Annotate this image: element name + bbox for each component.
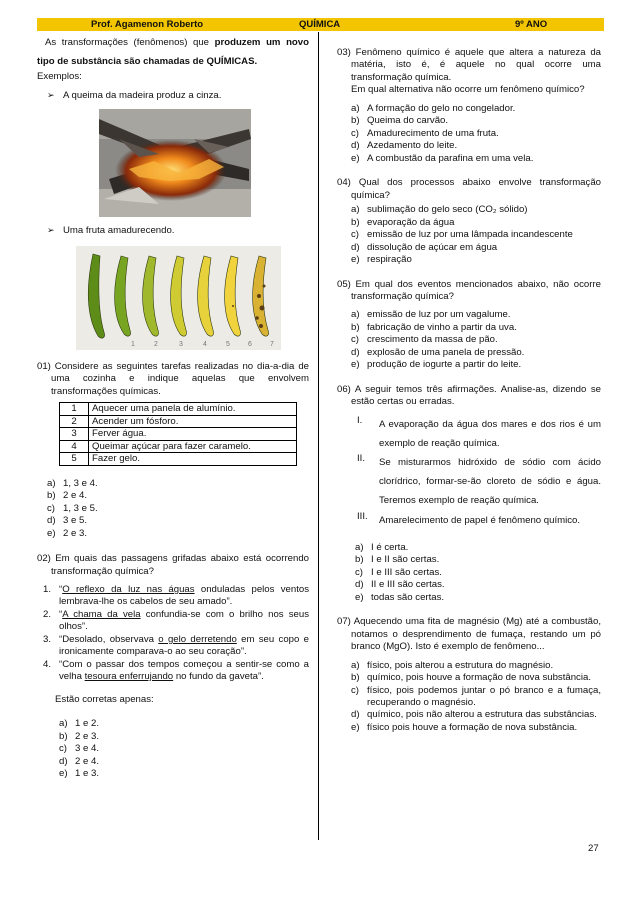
answer-option: [351, 672, 601, 684]
passage-pre: “: [59, 583, 63, 595]
affirmation-text: A evaporação da água dos mares e dos rios é um exemplo de reação química.: [379, 418, 601, 449]
banana-number: 5: [226, 340, 230, 348]
option-letter: a): [47, 477, 56, 489]
question-03-prompt: Em qual alternativa não ocorre um fenômeno químico?: [351, 84, 585, 96]
answer-option: [351, 309, 601, 321]
option-text: 2 e 4.: [75, 755, 100, 767]
answer-option: [351, 115, 601, 127]
option-text: I e II são certas.: [371, 554, 440, 566]
passage-text: [59, 609, 309, 634]
table-row: [60, 453, 297, 466]
option-text: explosão de uma panela de pressão.: [367, 346, 525, 358]
question-02-passages: [43, 584, 309, 684]
option-text: sublimação do gelo seco (CO₂ sólido): [367, 204, 528, 216]
option-text: Queima do carvão.: [367, 115, 449, 127]
option-letter: a): [351, 102, 360, 114]
bullet-item: [47, 90, 309, 102]
question-04-text: 04) Qual dos processos abaixo envolve transformação química?: [337, 177, 601, 201]
arrow-bullet-icon: ➢: [47, 89, 55, 100]
question-06-text: 06) A seguir temos três afirmações. Analise-as, dizendo se estão certas ou erradas.: [337, 383, 601, 408]
option-text: 3 e 4.: [75, 743, 100, 755]
option-letter: c): [351, 334, 359, 346]
answer-option: [59, 756, 309, 768]
passage-text: [59, 634, 309, 659]
question-01-options: [47, 478, 309, 540]
page-header: [37, 18, 604, 31]
option-text: emissão de luz por uma lâmpada incandescente: [367, 229, 573, 241]
task-text: Fazer gelo.: [89, 453, 297, 466]
passage-number: 1.: [43, 583, 52, 595]
task-text: Acender um fósforo.: [89, 415, 297, 428]
task-text: Queimar açúcar para fazer caramelo.: [89, 440, 297, 453]
passage-number: 2.: [43, 608, 52, 620]
option-text: 2 e 4.: [63, 490, 88, 502]
option-text: 2 e 3.: [63, 527, 88, 539]
option-letter: c): [355, 566, 363, 578]
answer-option: [351, 153, 601, 165]
question-03-text: 03) Fenômeno químico é aquele que altera a natureza da matéria, isto é, é aquele no qual ocorre uma transformação química.: [337, 47, 601, 83]
banana-number: 3: [179, 340, 183, 348]
answer-option: [59, 768, 309, 780]
affirmation-item: [357, 511, 601, 530]
answer-option: [351, 128, 601, 140]
option-letter: b): [351, 672, 360, 684]
option-text: II e III são certas.: [371, 579, 445, 591]
option-letter: b): [351, 321, 360, 333]
option-text: respiração: [367, 254, 412, 266]
option-letter: b): [355, 554, 364, 566]
task-number: 4: [60, 440, 89, 453]
option-text: I e III são certas.: [371, 566, 442, 578]
option-letter: b): [351, 115, 360, 127]
answer-option: [351, 660, 601, 672]
question-04-options: [351, 204, 601, 266]
affirmation-text: Se misturarmos hidróxido de sódio com ácido clorídrico, formar-se-ão cloreto de sódio e água. Teremos exemplo de reação química.: [379, 457, 601, 507]
option-text: 1 e 3.: [75, 768, 100, 780]
task-text: Ferver água.: [89, 428, 297, 441]
passage-number: 4.: [43, 658, 52, 670]
banana-number: 7: [270, 340, 274, 348]
passage-text: [59, 584, 309, 609]
answer-option: [355, 592, 601, 604]
task-number: 5: [60, 453, 89, 466]
passage-post: onduladas pelos ventos lembrava-lhe os cabelos de seu amado”.: [59, 583, 309, 608]
answer-option: [355, 554, 601, 566]
option-text: I é certa.: [371, 541, 409, 553]
option-text: dissolução de açúcar em água: [367, 241, 498, 253]
option-letter: a): [351, 204, 360, 216]
answer-option: [351, 229, 601, 241]
banana-number: 6: [248, 340, 252, 348]
option-letter: d): [59, 755, 68, 767]
question-02-text: 02) Em quais das passagens grifadas abaixo está ocorrendo transformação química?: [37, 553, 309, 577]
option-text: 3 e 5.: [63, 515, 88, 527]
banana-number: 4: [203, 340, 207, 348]
option-letter: e): [351, 254, 360, 266]
header-grade: 9º ANO: [515, 19, 548, 30]
table-row: [60, 403, 297, 416]
passage-number: 3.: [43, 633, 52, 645]
option-letter: e): [351, 152, 360, 164]
intro-bold-text: produzem um novo tipo de substância são chamadas de QUÍMICAS: [37, 37, 309, 68]
option-text: Amadurecimento de uma fruta.: [367, 127, 499, 139]
option-text: 1, 3 e 5.: [63, 502, 98, 514]
banana-number: 1: [131, 340, 135, 348]
question-06-options: [355, 542, 601, 604]
option-letter: a): [355, 541, 364, 553]
question-05-options: [351, 309, 601, 371]
answer-option: [351, 103, 601, 115]
passage-post: confundia-se com o brilho nos seus olhos”.: [59, 608, 309, 633]
option-letter: c): [47, 502, 55, 514]
answer-option: [59, 743, 309, 755]
passage-underlined: tesoura enferrujando: [84, 671, 174, 683]
option-text: físico, pois podemos juntar o pó branco e a fumaça, recuperando o magnésio.: [367, 684, 601, 708]
table-row: [60, 415, 297, 428]
option-letter: b): [351, 216, 360, 228]
option-letter: c): [351, 684, 359, 696]
task-number: 2: [60, 415, 89, 428]
bullet-text: A queima da madeira produz a cinza.: [63, 89, 222, 101]
passage-underlined: O reflexo da luz nas águas: [62, 583, 195, 595]
option-text: crescimento da massa de pão.: [367, 334, 498, 346]
affirmation-item: [357, 453, 601, 511]
option-text: evaporação da água: [367, 216, 455, 228]
passage-item: [43, 584, 309, 609]
question-03-options: [351, 103, 601, 165]
option-text: físico pois houve a formação de nova substância.: [367, 721, 578, 733]
banana-number: 2: [154, 340, 158, 348]
passage-underlined: A chama da vela: [62, 608, 141, 620]
header-teacher: Prof. Agamenon Roberto: [91, 19, 204, 30]
question-05-text: 05) Em qual dos eventos mencionados abaixo, não ocorre transformação química?: [337, 278, 601, 302]
tasks-table: [59, 402, 297, 466]
right-column: [337, 47, 601, 734]
banana-ripening-image: [76, 246, 281, 350]
option-text: químico, pois não alterou a estrutura das substâncias.: [367, 709, 597, 721]
answer-option: [59, 718, 309, 730]
affirmation-item: [357, 415, 601, 453]
answer-option: [59, 731, 309, 743]
task-number: 1: [60, 403, 89, 416]
option-letter: d): [47, 515, 56, 527]
answer-option: [351, 359, 601, 371]
option-letter: e): [47, 527, 56, 539]
option-text: 1 e 2.: [75, 718, 100, 730]
bullet-text: Uma fruta amadurecendo.: [63, 225, 175, 237]
option-letter: e): [351, 721, 360, 733]
task-number: 3: [60, 428, 89, 441]
question-07-options: [351, 660, 601, 735]
option-letter: b): [59, 730, 68, 742]
option-letter: d): [351, 346, 360, 358]
correct-label: Estão corretas apenas:: [55, 693, 154, 705]
header-subject: QUÍMICA: [299, 19, 341, 30]
answer-option: [355, 542, 601, 554]
answer-option: [351, 709, 601, 721]
affirmation-text: Amarelecimento de papel é fenômeno químico.: [379, 514, 581, 526]
answer-option: [351, 217, 601, 229]
option-text: todas são certas.: [371, 591, 445, 603]
intro-text: As transformações (fenômenos) que: [45, 37, 215, 48]
passage-item: [43, 659, 309, 684]
task-text: Aquecer uma panela de alumínio.: [89, 403, 297, 416]
option-letter: b): [47, 490, 56, 502]
option-letter: d): [351, 140, 360, 152]
option-text: químico, pois houve a formação de nova substância.: [367, 672, 591, 684]
affirmation-numeral: I.: [357, 414, 363, 426]
passage-underlined: o gelo derretendo: [158, 633, 237, 645]
question-01-text: 01) Considere as seguintes tarefas realizadas no dia-a-dia de uma cozinha e indique aquelas que envolvem transformações químicas.: [37, 360, 309, 397]
passage-item: [43, 634, 309, 659]
option-letter: e): [351, 359, 360, 371]
answer-option: [47, 490, 309, 502]
option-letter: d): [355, 579, 364, 591]
passage-post: em seu copo e ironicamente comparava-o ao seu coração”.: [59, 633, 309, 658]
answer-option: [351, 347, 601, 359]
banana-ripening-illustration: [76, 246, 281, 350]
burning-wood-illustration: [99, 109, 251, 217]
answer-option: [351, 334, 601, 346]
option-letter: d): [351, 709, 360, 721]
answer-option: [47, 503, 309, 515]
option-letter: a): [59, 718, 68, 730]
answer-option: [355, 567, 601, 579]
left-column: [37, 33, 309, 781]
passage-text: [59, 659, 309, 684]
option-text: físico, pois alterou a estrutura do magnésio.: [367, 659, 554, 671]
option-text: 1, 3 e 4.: [63, 477, 98, 489]
affirmation-numeral: II.: [357, 453, 365, 465]
option-letter: e): [355, 591, 364, 603]
option-letter: a): [351, 659, 360, 671]
answer-option: [351, 204, 601, 216]
answer-option: [351, 140, 601, 152]
option-letter: e): [59, 768, 68, 780]
passage-pre: “: [59, 608, 63, 620]
answer-option: [351, 254, 601, 266]
bullet-item: [47, 225, 309, 237]
passage-item: [43, 609, 309, 634]
option-text: Azedamento do leite.: [367, 140, 458, 152]
question-06-affirmations: [337, 415, 601, 530]
column-divider: [318, 32, 319, 840]
passage-pre: “Desolado, observava: [59, 633, 159, 645]
burning-wood-image: [99, 109, 251, 217]
answer-option: [351, 242, 601, 254]
intro-end: .: [254, 56, 258, 68]
option-letter: a): [351, 309, 360, 321]
option-text: produção de iogurte a partir do leite.: [367, 359, 522, 371]
answer-option: [355, 579, 601, 591]
option-letter: c): [59, 743, 67, 755]
passage-pre: “Com o passar dos tempos começou a sentir-se como a velha: [59, 658, 309, 683]
table-row: [60, 440, 297, 453]
option-text: A formação do gelo no congelador.: [367, 102, 516, 114]
passage-post: no fundo da gaveta”.: [173, 671, 264, 683]
table-row: [60, 428, 297, 441]
page-number: 27: [588, 843, 599, 854]
question-02-options: [59, 718, 309, 780]
option-text: 2 e 3.: [75, 730, 100, 742]
arrow-bullet-icon: ➢: [47, 225, 55, 236]
option-text: emissão de luz por um vagalume.: [367, 309, 511, 321]
answer-option: [47, 478, 309, 490]
answer-option: [351, 722, 601, 734]
option-letter: c): [351, 127, 359, 139]
examples-label: Exemplos:: [37, 71, 82, 83]
affirmation-numeral: III.: [357, 510, 368, 522]
answer-option: [351, 685, 601, 710]
option-text: fabricação de vinho a partir da uva.: [367, 321, 517, 333]
option-letter: c): [351, 229, 359, 241]
option-text: A combustão da parafina em uma vela.: [367, 152, 534, 164]
answer-option: [47, 515, 309, 527]
intro-paragraph: [37, 33, 309, 71]
answer-option: [47, 528, 309, 540]
option-letter: d): [351, 241, 360, 253]
question-07-text: 07) Aquecendo uma fita de magnésio (Mg) até a combustão, notamos o desprendimento de fumaça, restando um pó branco (MgO). Isto é exemplo de fenômeno...: [337, 616, 601, 653]
answer-option: [351, 322, 601, 334]
